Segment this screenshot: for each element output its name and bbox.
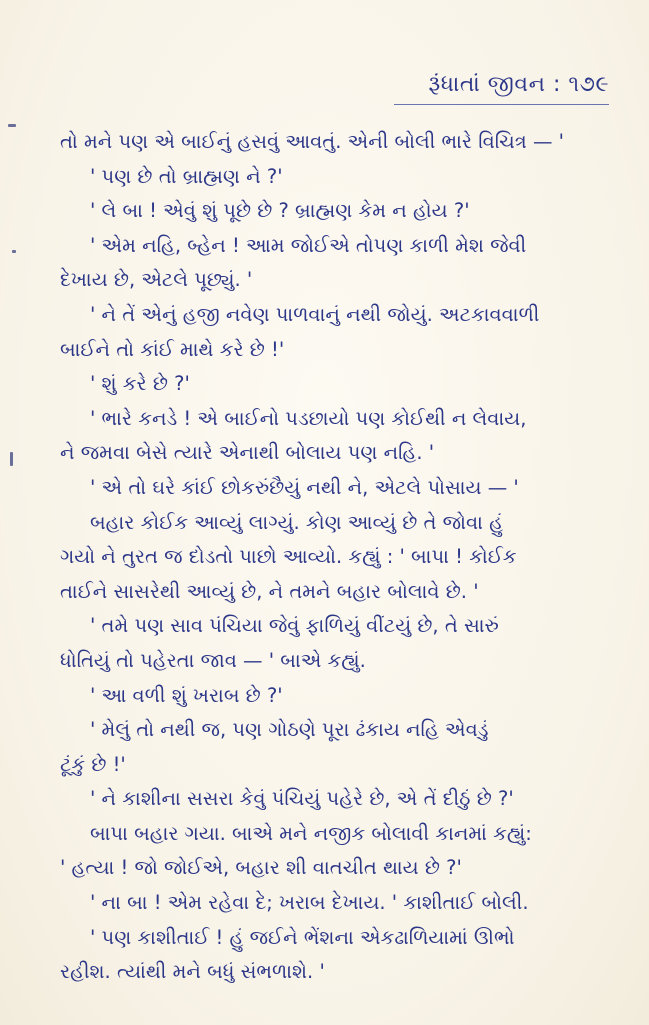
text-line: ' ને કાશીના સસરા કેવું પંચિયું પહેરે છે, એ તેં દીઠું છે ?' bbox=[90, 787, 514, 811]
print-speck bbox=[10, 452, 13, 466]
text-line: ' એ તો ઘરે કાંઈ છોકરુંછૈયું નથી ને, એટલે પોસાય — ' bbox=[90, 475, 519, 499]
text-line: તાઈને સાસરેથી આવ્યું છે, ને તમને બહાર બોલાવે છે. ' bbox=[60, 579, 479, 603]
text-line: ' ને તેં એનું હજી નવેણ પાળવાનું નથી જોયું. અટકાવવાળી bbox=[90, 302, 540, 326]
running-head: રૂંધાતાં જીવન : ૧૭૯ bbox=[428, 72, 609, 97]
text-line: ને જમવા બેસે ત્યારે એનાથી બોલાય પણ નહિ. ' bbox=[60, 441, 435, 465]
text-line: ' આ વળી શું ખરાબ છે ?' bbox=[90, 683, 283, 707]
text-line: તો મને પણ એ બાઈનું હસવું આવતું. એની બોલી ભારે વિચિત્ર — ' bbox=[60, 130, 565, 153]
text-line: ટૂંકું છે !' bbox=[60, 752, 126, 776]
text-line: રહીશ. ત્યાંથી મને બધું સંભળાશે. ' bbox=[60, 960, 325, 984]
print-speck bbox=[8, 124, 16, 127]
text-line: ' ભારે કનડે ! એ બાઈનો પડછાયો પણ કોઈથી ન લેવાય, bbox=[90, 406, 527, 430]
text-line: ' પણ કાશીતાઈ ! હું જઈને ભેંશના એકઢાળિયામાં ઊભો bbox=[90, 925, 515, 949]
page-body-text bbox=[60, 125, 612, 990]
text-line: ' પણ છે તો બ્રાહ્મણ ને ?' bbox=[90, 164, 283, 188]
text-line: દેખાય છે, એટલે પૂછ્યું. ' bbox=[60, 268, 253, 292]
text-line: ' તમે પણ સાવ પંચિયા જેવું ફાળિયું વીંટયું છે, તે સારું bbox=[90, 614, 499, 638]
text-line: ' એમ નહિ, બ્હેન ! આમ જોઈએ તોપણ કાળી મેશ જેવી bbox=[90, 233, 527, 257]
print-speck bbox=[12, 250, 16, 253]
text-line: બાપા બહાર ગયા. બાએ મને નજીક બોલાવી કાનમાં કહ્યું: bbox=[90, 821, 532, 845]
header-rule bbox=[394, 104, 609, 105]
text-line: ' મેલું તો નથી જ, પણ ગોઠણે પૂરા ઢંકાય નહિ એવડું bbox=[90, 718, 489, 742]
text-line: બહાર કોઈક આવ્યું લાગ્યું. કોણ આવ્યું છે તે જોવા હું bbox=[90, 510, 503, 534]
text-line: ગયો ને તુરત જ દોડતો પાછો આવ્યો. કહ્યું : ' બાપા ! કોઈક bbox=[60, 545, 517, 569]
text-line: બાઈને તો કાંઈ માથે કરે છે !' bbox=[60, 337, 285, 361]
text-line: ધોતિયું તો પહેરતા જાવ — ' બાએ કહ્યું. bbox=[60, 648, 366, 672]
text-line: ' લે બા ! એવું શું પૂછે છે ? બ્રાહ્મણ કેમ ન હોય ?' bbox=[90, 199, 470, 223]
text-line: ' શું કરે છે ?' bbox=[90, 372, 190, 396]
text-line: ' હત્યા ! જો જોઈએ, બહાર શી વાતચીત થાય છે ?' bbox=[60, 856, 462, 880]
text-line: ' ના બા ! એમ રહેવા દે; ખરાબ દેખાય. ' કાશીતાઈ બોલી. bbox=[90, 891, 529, 915]
